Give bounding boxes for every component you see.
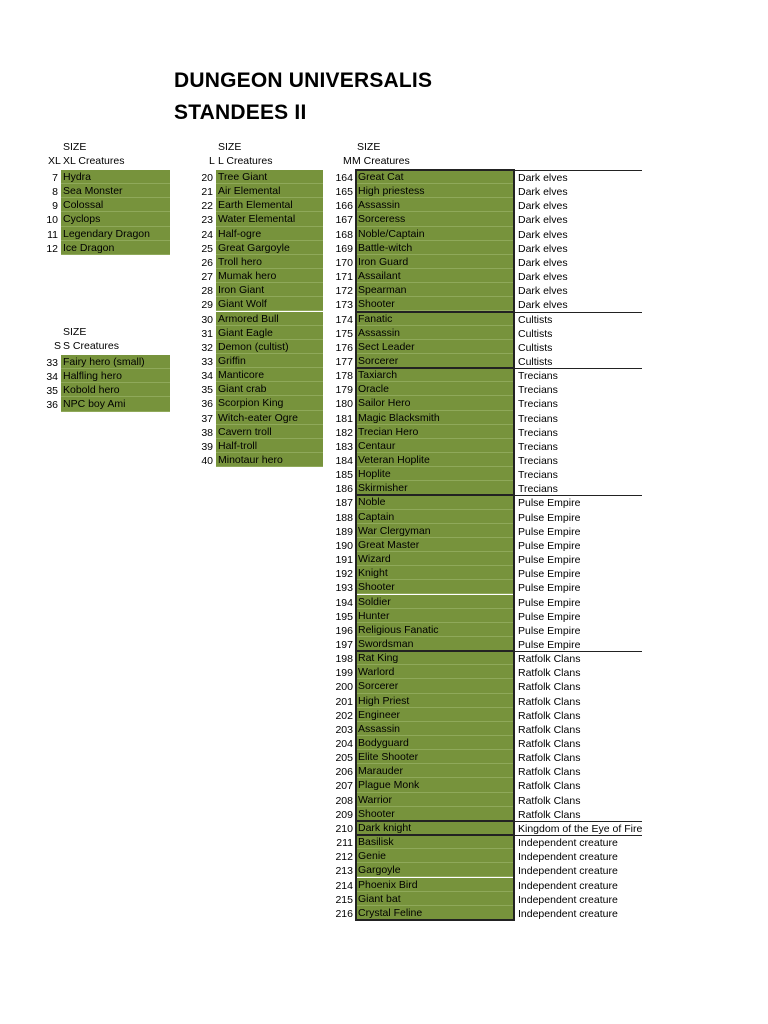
standee-name: Witch-eater Ogre bbox=[216, 411, 323, 425]
faction-label: Pulse Empire bbox=[518, 539, 581, 552]
s-column-header: S Creatures bbox=[63, 340, 120, 352]
faction-label: Trecians bbox=[518, 469, 558, 482]
standee-name: Giant Wolf bbox=[216, 297, 323, 311]
faction-label: Cultists bbox=[518, 327, 553, 340]
standee-name: Hydra bbox=[61, 170, 170, 184]
faction-label: Cultists bbox=[518, 355, 553, 368]
standee-number: 33 bbox=[46, 357, 58, 369]
standee-number: 181 bbox=[335, 412, 353, 425]
standee-name: Hoplite bbox=[356, 467, 514, 481]
standee-name: NPC boy Ami bbox=[61, 397, 170, 411]
standee-name: Halfling hero bbox=[61, 369, 170, 383]
standee-number: 216 bbox=[335, 907, 353, 920]
faction-label: Trecians bbox=[518, 426, 558, 439]
standee-number: 193 bbox=[335, 582, 353, 595]
faction-label: Pulse Empire bbox=[518, 525, 581, 538]
faction-label: Dark elves bbox=[518, 228, 568, 241]
standee-number: 37 bbox=[201, 412, 213, 425]
standee-number: 176 bbox=[335, 341, 353, 354]
standee-name: Great Master bbox=[356, 538, 514, 552]
standee-name: Rat King bbox=[356, 651, 514, 665]
standee-name: Basilisk bbox=[356, 835, 514, 849]
standee-number: 36 bbox=[46, 399, 58, 412]
standee-number: 11 bbox=[47, 228, 58, 241]
standee-number: 32 bbox=[201, 341, 213, 354]
standee-number: 12 bbox=[46, 242, 58, 255]
l-column-header: L Creatures bbox=[218, 155, 273, 167]
standee-number: 201 bbox=[335, 695, 353, 708]
standee-name: Centaur bbox=[356, 439, 514, 453]
standee-name: Noble/Captain bbox=[356, 227, 514, 241]
xl-size-label: SIZE bbox=[63, 141, 87, 153]
standee-name: Iron Guard bbox=[356, 255, 514, 269]
standee-number: 205 bbox=[335, 752, 353, 765]
standee-name: Griffin bbox=[216, 354, 323, 368]
document-title-line2: STANDEES II bbox=[174, 101, 307, 124]
standee-name: Taxiarch bbox=[356, 368, 514, 382]
faction-label: Pulse Empire bbox=[518, 582, 581, 595]
standee-name: Great Gargoyle bbox=[216, 241, 323, 255]
faction-label: Independent creature bbox=[518, 837, 618, 850]
m-size-code: M bbox=[343, 155, 352, 167]
standee-name: Assassin bbox=[356, 722, 514, 736]
standee-number: 184 bbox=[335, 455, 353, 467]
faction-label: Trecians bbox=[518, 483, 558, 496]
standee-number: 203 bbox=[335, 723, 353, 736]
standee-name: Armored Bull bbox=[216, 312, 323, 326]
l-size-code: L bbox=[209, 155, 215, 167]
faction-label: Dark elves bbox=[518, 186, 568, 199]
standee-number: 173 bbox=[335, 299, 353, 312]
standee-number: 213 bbox=[335, 865, 353, 878]
standee-name: Giant Eagle bbox=[216, 326, 323, 340]
faction-label: Ratfolk Clans bbox=[518, 752, 581, 765]
standee-name: Shooter bbox=[356, 580, 514, 594]
faction-label: Dark elves bbox=[518, 271, 568, 284]
faction-label: Trecians bbox=[518, 440, 558, 453]
standee-number: 165 bbox=[335, 186, 353, 199]
standee-number: 21 bbox=[201, 186, 213, 199]
standee-number: 210 bbox=[335, 822, 353, 835]
standee-number: 209 bbox=[335, 808, 353, 821]
standee-name: Manticore bbox=[216, 368, 323, 382]
standee-name: Sea Monster bbox=[61, 184, 170, 198]
faction-label: Dark elves bbox=[518, 242, 568, 255]
standee-name: Legendary Dragon bbox=[61, 227, 170, 241]
standee-name: Battle-witch bbox=[356, 241, 514, 255]
faction-label: Ratfolk Clans bbox=[518, 723, 581, 736]
faction-label: Cultists bbox=[518, 341, 553, 354]
standee-name: Knight bbox=[356, 566, 514, 580]
standee-name: Swordsman bbox=[356, 637, 514, 651]
standee-number: 191 bbox=[335, 554, 353, 567]
standee-name: Assassin bbox=[356, 198, 514, 212]
standee-number: 211 bbox=[336, 837, 353, 850]
standee-name: Phoenix Bird bbox=[356, 878, 514, 892]
standee-number: 34 bbox=[201, 370, 213, 383]
standee-name: Assailant bbox=[356, 269, 514, 283]
standee-number: 178 bbox=[335, 370, 353, 383]
faction-label: Ratfolk Clans bbox=[518, 808, 581, 821]
standee-number: 39 bbox=[201, 440, 213, 453]
standee-name: Sorcerer bbox=[356, 679, 514, 693]
standee-name: Troll hero bbox=[216, 255, 323, 269]
standee-number: 174 bbox=[335, 313, 353, 326]
standee-number: 177 bbox=[335, 355, 353, 368]
standee-number: 179 bbox=[335, 384, 353, 397]
standee-number: 24 bbox=[201, 228, 213, 241]
standee-number: 10 bbox=[46, 214, 58, 227]
standee-number: 36 bbox=[201, 398, 213, 411]
faction-label: Cultists bbox=[518, 313, 553, 326]
standee-number: 20 bbox=[201, 172, 213, 184]
standee-name: Gargoyle bbox=[356, 863, 514, 877]
standee-number: 188 bbox=[335, 511, 353, 524]
faction-label: Independent creature bbox=[518, 879, 618, 892]
standee-number: 197 bbox=[335, 638, 353, 651]
standee-name: Warlord bbox=[356, 665, 514, 679]
s-size-label: SIZE bbox=[63, 326, 87, 338]
standee-number: 169 bbox=[335, 242, 353, 255]
standee-name: Elite Shooter bbox=[356, 750, 514, 764]
standee-number: 183 bbox=[335, 440, 353, 453]
standee-number: 33 bbox=[201, 355, 213, 368]
standee-number: 190 bbox=[335, 539, 353, 552]
standee-name: Earth Elemental bbox=[216, 198, 323, 212]
standee-number: 7 bbox=[52, 172, 58, 184]
xl-column-header: XL Creatures bbox=[63, 155, 125, 167]
faction-label: Pulse Empire bbox=[518, 610, 581, 623]
standee-number: 215 bbox=[335, 893, 353, 906]
faction-label: Pulse Empire bbox=[518, 511, 581, 524]
standee-name: Great Cat bbox=[356, 170, 514, 184]
faction-label: Trecians bbox=[518, 412, 558, 425]
standee-name: Oracle bbox=[356, 382, 514, 396]
faction-divider bbox=[514, 821, 642, 822]
standee-number: 202 bbox=[335, 709, 353, 722]
m-column-header: M Creatures bbox=[352, 155, 410, 167]
standee-name: Kobold hero bbox=[61, 383, 170, 397]
m-size-label: SIZE bbox=[357, 141, 381, 153]
xl-size-code: XL bbox=[48, 155, 61, 167]
standee-name: Marauder bbox=[356, 764, 514, 778]
faction-label: Dark elves bbox=[518, 200, 568, 213]
standee-number: 30 bbox=[201, 313, 213, 326]
standee-name: Half-troll bbox=[216, 439, 323, 453]
standee-number: 192 bbox=[335, 568, 353, 581]
faction-label: Independent creature bbox=[518, 851, 618, 864]
standee-name: Sorceress bbox=[356, 212, 514, 226]
standee-name: Shooter bbox=[356, 807, 514, 821]
faction-label: Ratfolk Clans bbox=[518, 681, 581, 694]
standee-number: 194 bbox=[335, 596, 353, 609]
faction-label: Pulse Empire bbox=[518, 568, 581, 581]
standee-name: Ice Dragon bbox=[61, 241, 170, 255]
standee-number: 207 bbox=[335, 780, 353, 793]
standee-number: 189 bbox=[335, 525, 353, 538]
standee-number: 180 bbox=[335, 398, 353, 411]
standee-number: 9 bbox=[52, 200, 58, 213]
standee-number: 167 bbox=[335, 214, 353, 227]
faction-label: Dark elves bbox=[518, 172, 568, 184]
faction-label: Pulse Empire bbox=[518, 596, 581, 609]
faction-label: Pulse Empire bbox=[518, 624, 581, 637]
standee-number: 214 bbox=[335, 879, 353, 892]
standee-name: Minotaur hero bbox=[216, 453, 323, 467]
standee-name: Wizard bbox=[356, 552, 514, 566]
faction-label: Trecians bbox=[518, 384, 558, 397]
faction-label: Independent creature bbox=[518, 907, 618, 920]
faction-label: Dark elves bbox=[518, 214, 568, 227]
standee-number: 195 bbox=[335, 610, 353, 623]
faction-divider bbox=[514, 835, 642, 836]
faction-label: Pulse Empire bbox=[518, 638, 581, 651]
standee-name: Giant bat bbox=[356, 892, 514, 906]
standee-number: 35 bbox=[46, 385, 58, 398]
standee-number: 29 bbox=[201, 299, 213, 312]
standee-name: Bodyguard bbox=[356, 736, 514, 750]
standee-name: Captain bbox=[356, 510, 514, 524]
standee-name: Shooter bbox=[356, 297, 514, 311]
faction-label: Ratfolk Clans bbox=[518, 780, 581, 793]
standee-name: Tree Giant bbox=[216, 170, 323, 184]
standee-number: 27 bbox=[201, 271, 213, 284]
faction-label: Ratfolk Clans bbox=[518, 709, 581, 722]
standee-number: 164 bbox=[335, 172, 353, 184]
faction-label: Dark elves bbox=[518, 256, 568, 269]
faction-label: Independent creature bbox=[518, 893, 618, 906]
standee-name: Crystal Feline bbox=[356, 906, 514, 920]
faction-divider bbox=[514, 312, 642, 313]
standee-number: 31 bbox=[201, 327, 213, 340]
standee-name: Fanatic bbox=[356, 312, 514, 326]
standee-number: 199 bbox=[335, 667, 353, 680]
faction-label: Pulse Empire bbox=[518, 497, 581, 510]
standee-number: 166 bbox=[335, 200, 353, 213]
standee-name: Cavern troll bbox=[216, 425, 323, 439]
l-size-label: SIZE bbox=[218, 141, 242, 153]
standee-number: 22 bbox=[201, 200, 213, 213]
standee-name: Sect Leader bbox=[356, 340, 514, 354]
standee-name: Giant crab bbox=[216, 382, 323, 396]
standee-name: Cyclops bbox=[61, 212, 170, 226]
faction-label: Dark elves bbox=[518, 285, 568, 298]
standee-number: 212 bbox=[335, 851, 353, 864]
standee-number: 200 bbox=[335, 681, 353, 694]
faction-label: Ratfolk Clans bbox=[518, 766, 581, 779]
standee-number: 8 bbox=[52, 186, 58, 199]
standee-number: 28 bbox=[201, 285, 213, 298]
standee-name: War Clergyman bbox=[356, 524, 514, 538]
standee-name: Demon (cultist) bbox=[216, 340, 323, 354]
faction-label: Ratfolk Clans bbox=[518, 794, 581, 807]
faction-label: Trecians bbox=[518, 398, 558, 411]
faction-divider bbox=[514, 651, 642, 652]
standee-name: Mumak hero bbox=[216, 269, 323, 283]
standee-name: Religious Fanatic bbox=[356, 623, 514, 637]
standee-number: 35 bbox=[201, 384, 213, 397]
standee-name: Engineer bbox=[356, 708, 514, 722]
faction-label: Dark elves bbox=[518, 299, 568, 312]
faction-divider bbox=[514, 368, 642, 369]
standee-number: 204 bbox=[335, 738, 353, 750]
standee-name: Veteran Hoplite bbox=[356, 453, 514, 467]
faction-label: Trecians bbox=[518, 455, 558, 467]
standee-number: 170 bbox=[335, 256, 353, 269]
standee-name: Genie bbox=[356, 849, 514, 863]
standee-name: Skirmisher bbox=[356, 481, 514, 495]
faction-label: Trecians bbox=[518, 370, 558, 383]
standee-name: Noble bbox=[356, 495, 514, 509]
faction-label: Ratfolk Clans bbox=[518, 667, 581, 680]
standee-name: Dark knight bbox=[356, 821, 514, 835]
standee-number: 186 bbox=[335, 483, 353, 496]
standee-name: Half-ogre bbox=[216, 227, 323, 241]
standee-name: Assassin bbox=[356, 326, 514, 340]
standee-number: 26 bbox=[201, 256, 213, 269]
standee-name: Fairy hero (small) bbox=[61, 355, 170, 369]
standee-name: Hunter bbox=[356, 609, 514, 623]
document-title-line1: DUNGEON UNIVERSALIS bbox=[174, 69, 433, 92]
standee-number: 38 bbox=[201, 426, 213, 439]
standee-number: 196 bbox=[335, 624, 353, 637]
standee-name: Air Elemental bbox=[216, 184, 323, 198]
standee-number: 175 bbox=[335, 327, 353, 340]
standee-name: Iron Giant bbox=[216, 283, 323, 297]
standee-name: High priestess bbox=[356, 184, 514, 198]
standee-name: Sorcerer bbox=[356, 354, 514, 368]
faction-label: Independent creature bbox=[518, 865, 618, 878]
standee-number: 40 bbox=[201, 455, 213, 467]
faction-divider bbox=[514, 495, 642, 496]
standee-number: 34 bbox=[46, 371, 58, 384]
standee-name: Colossal bbox=[61, 198, 170, 212]
faction-label: Pulse Empire bbox=[518, 554, 581, 567]
standee-number: 206 bbox=[335, 766, 353, 779]
standee-name: Scorpion King bbox=[216, 396, 323, 410]
standee-number: 172 bbox=[335, 285, 353, 298]
standee-name: Soldier bbox=[356, 595, 514, 609]
standee-name: Trecian Hero bbox=[356, 425, 514, 439]
standee-name: Magic Blacksmith bbox=[356, 411, 514, 425]
faction-label: Ratfolk Clans bbox=[518, 653, 581, 666]
faction-divider bbox=[514, 170, 642, 171]
standee-number: 182 bbox=[335, 426, 353, 439]
standee-name: Sailor Hero bbox=[356, 396, 514, 410]
standee-number: 168 bbox=[335, 228, 353, 241]
standee-number: 23 bbox=[201, 214, 213, 227]
standee-name: High Priest bbox=[356, 694, 514, 708]
standee-name: Water Elemental bbox=[216, 212, 323, 226]
standee-number: 171 bbox=[335, 271, 353, 284]
standee-name: Plague Monk bbox=[356, 778, 514, 792]
faction-label: Ratfolk Clans bbox=[518, 738, 581, 750]
standee-number: 25 bbox=[201, 242, 213, 255]
standee-name: Spearman bbox=[356, 283, 514, 297]
faction-label: Ratfolk Clans bbox=[518, 695, 581, 708]
faction-label: Kingdom of the Eye of Fire bbox=[518, 822, 643, 835]
standee-number: 187 bbox=[335, 497, 353, 510]
standee-number: 208 bbox=[335, 794, 353, 807]
standee-name: Warrior bbox=[356, 793, 514, 807]
standee-number: 185 bbox=[335, 469, 353, 482]
s-size-code: S bbox=[54, 340, 62, 352]
standee-number: 198 bbox=[335, 653, 353, 666]
